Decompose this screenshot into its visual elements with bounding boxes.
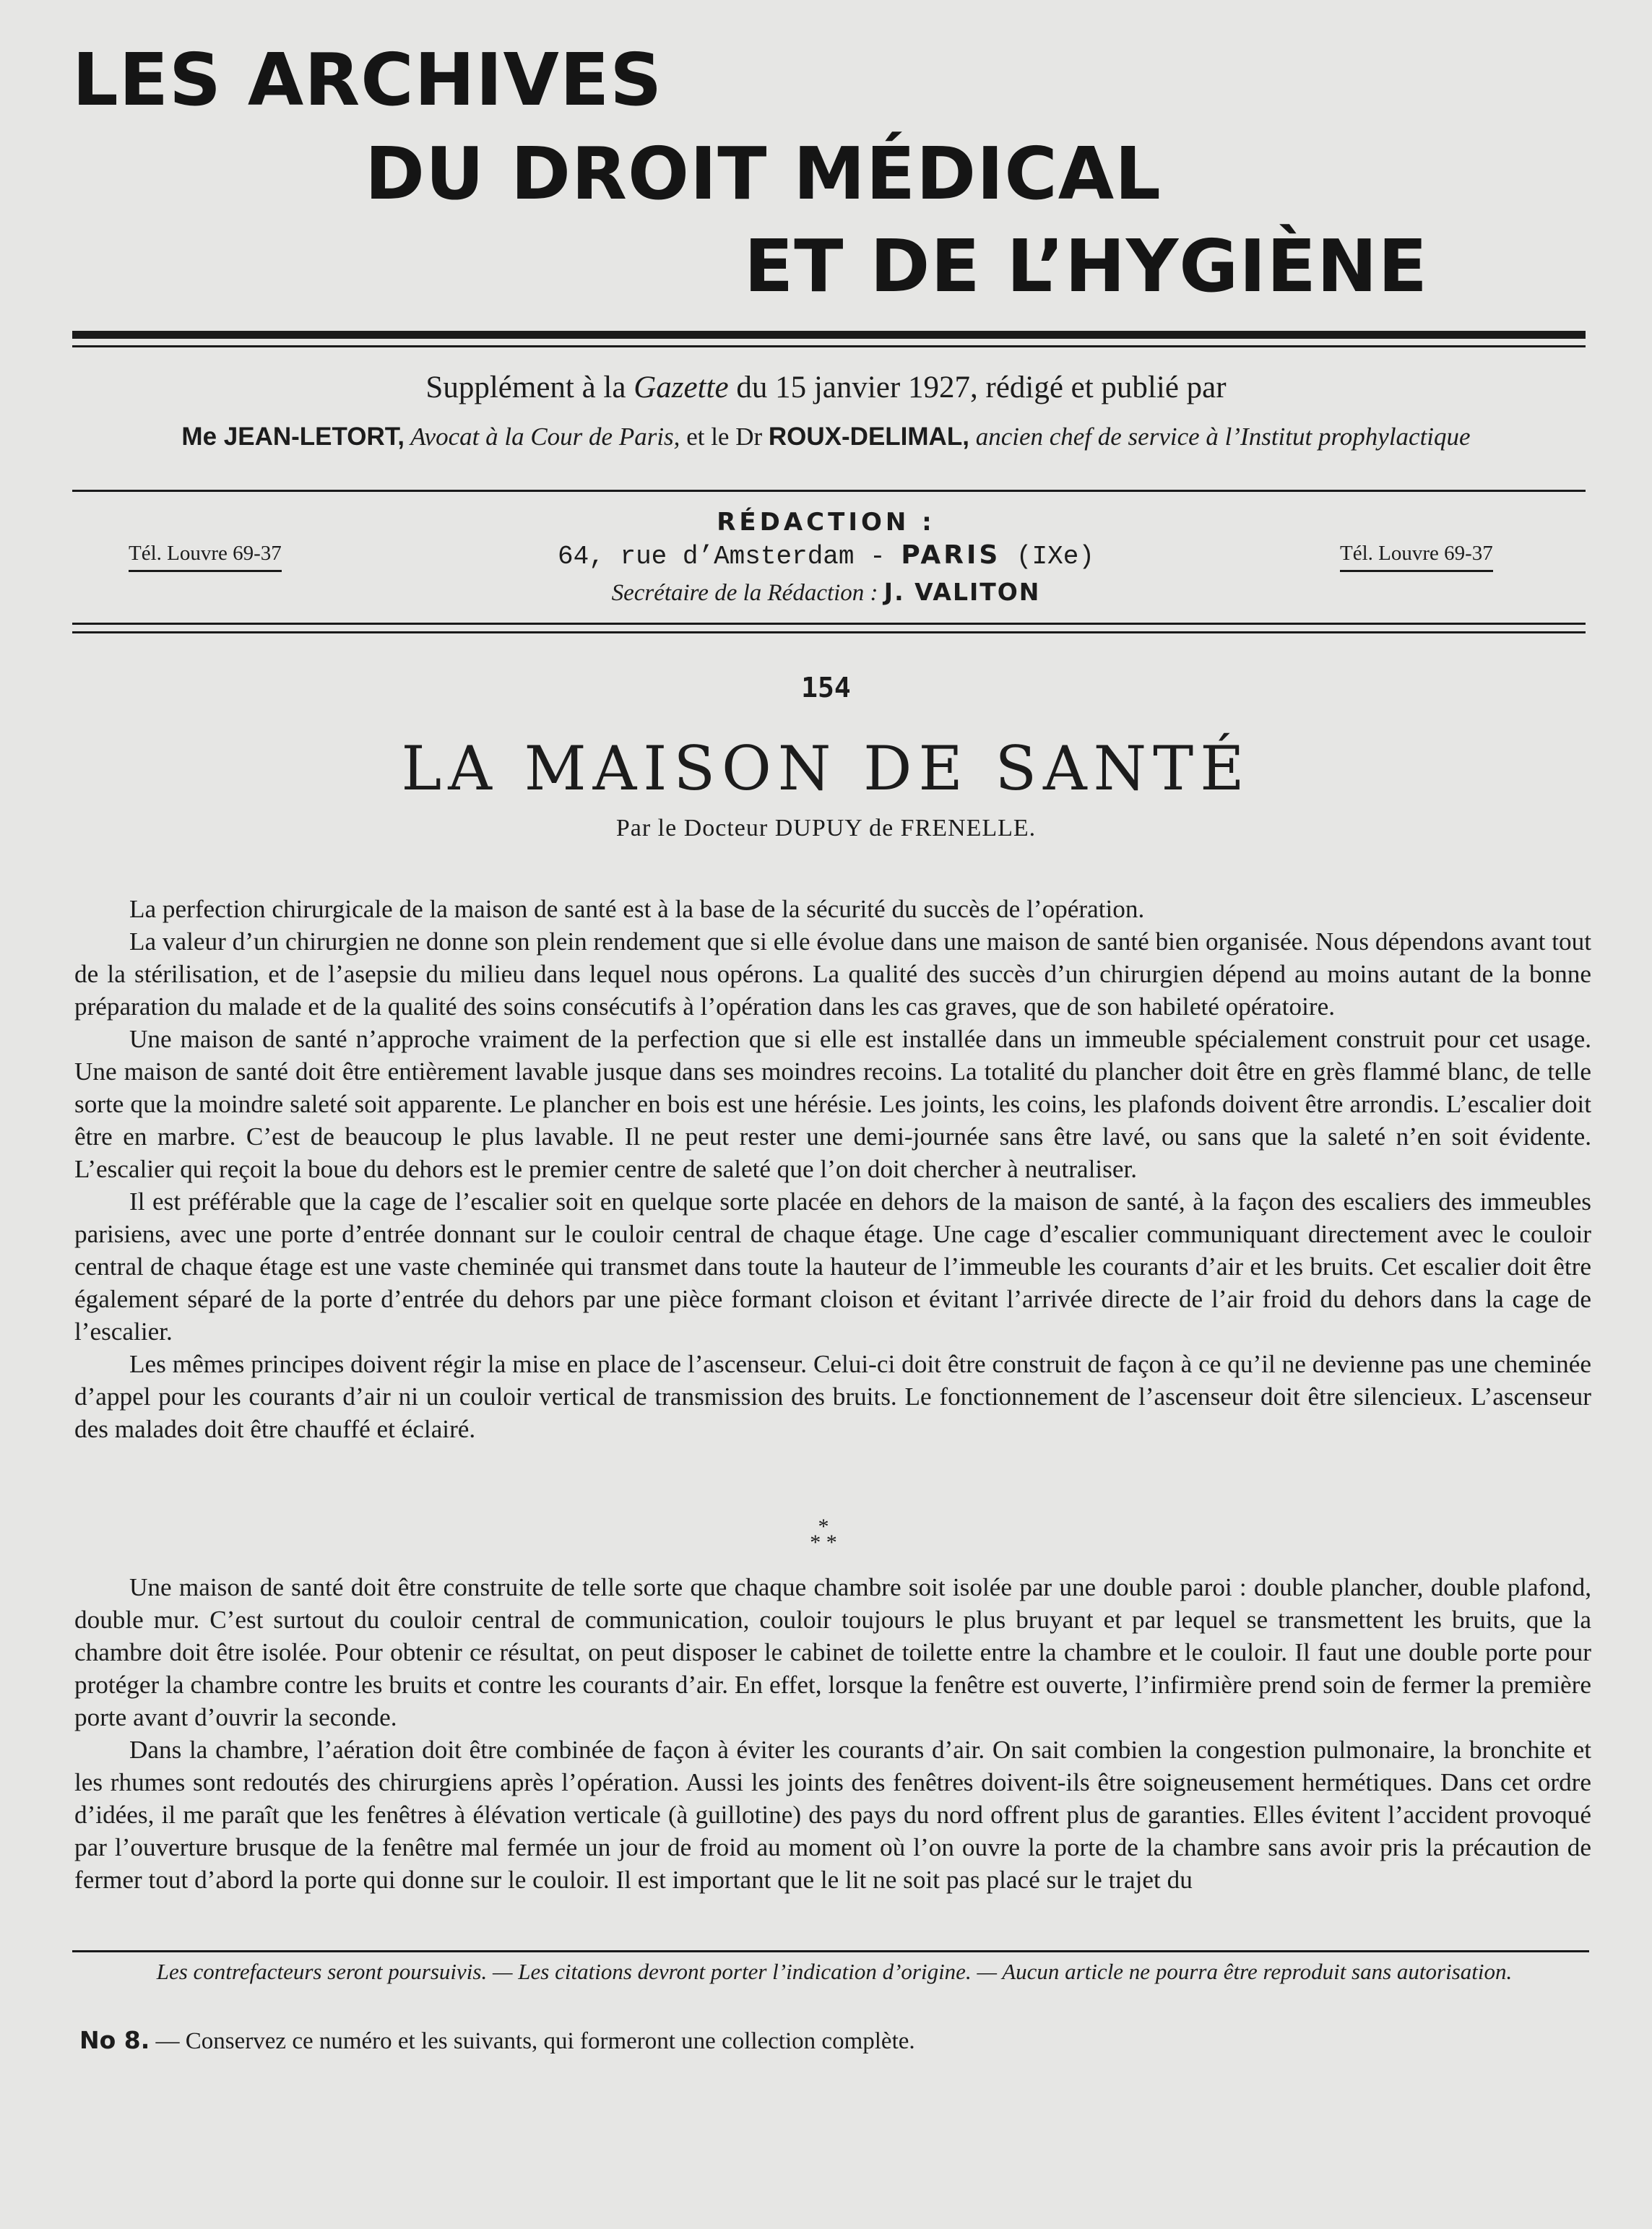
gazette-title: Gazette <box>633 371 729 404</box>
masthead-rule-thick <box>72 331 1586 339</box>
supplement-tail: du 15 janvier 1927, rédigé et publié par <box>728 371 1227 404</box>
editor-1-role: Avocat à la Cour de Paris, <box>405 423 680 451</box>
editor-1-prefix: Me <box>181 423 224 451</box>
editors-rule <box>72 490 1586 492</box>
article-title: LA MAISON DE SANTÉ <box>401 733 1251 804</box>
redaction-rule-1 <box>72 623 1586 625</box>
article-body-section-2 <box>74 1571 1591 1896</box>
issue-line <box>79 2026 915 2055</box>
paragraph: Les mêmes principes doivent régir la mise en place de l’ascenseur. Celui-ci doit être construit de façon à ce qu’il ne devienne pas une cheminée d’appel pour les courants d’air ni un couloir vertical de transmission des bruits. Le fonctionnement de l’ascenseur doit être silencieux. L’ascenseur des malades doit être chauffé et éclairé. <box>74 1350 1591 1443</box>
address-city: PARIS <box>901 540 1001 570</box>
copyright-notice: Les contrefacteurs seront poursuivis. — Les citations devront porter l’indication d’origine. — Aucun article ne pourra être reproduit sans autorisation. <box>156 1959 1513 1984</box>
article-byline: Par le Docteur DUPUY de FRENELLE. <box>615 815 1037 841</box>
supplement-line <box>0 370 1652 405</box>
supplement-lead: Supplément à la <box>425 371 634 404</box>
telephone-right: Tél. Louvre 69-37 <box>1340 542 1493 572</box>
redaction-rule-2 <box>72 631 1586 633</box>
editor-2-role: ancien chef de service à l’Institut prophylactique <box>969 423 1471 451</box>
redaction-label: RÉDACTION : <box>717 508 935 537</box>
editor-1-name: JEAN-LETORT, <box>223 423 405 451</box>
masthead-line-2: DU DROIT MÉDICAL <box>365 131 1162 216</box>
footer-rule <box>72 1950 1589 1952</box>
issue-text: — Conservez ce numéro et les suivants, qui formeront une collection complète. <box>150 2028 915 2054</box>
paragraph: La valeur d’un chirurgien ne donne son plein rendement que si elle évolue dans une maison de santé bien organisée. Nous dépendons avant tout de la stérilisation, et de l’asepsie du milieu dans lequel nous opérons. La qualité des succès d’un chirurgien dépend au moins autant de la bonne préparation du malade et de la qualité des soins consécutifs à l’opération dans les cas graves, que de son habileté opératoire. <box>74 927 1591 1021</box>
article-body-section-1 <box>74 893 1591 1445</box>
masthead-line-3: ET DE L’HYGIÈNE <box>744 224 1428 308</box>
telephone-left: Tél. Louvre 69-37 <box>129 542 282 572</box>
masthead-line-1: LES ARCHIVES <box>72 38 663 122</box>
secretary-name: J. VALITON <box>883 578 1041 606</box>
secretary-label: Secrétaire de la Rédaction : <box>611 580 884 606</box>
secretary-line <box>0 578 1652 607</box>
issue-number: No 8. <box>79 2026 150 2054</box>
paragraph: Dans la chambre, l’aération doit être combinée de façon à éviter les courants d’air. On sait combien la congestion pulmonaire, la bronchite et les rhumes sont redoutés des chirurgiens après l’opération. Aussi les joints des fenêtres doivent-ils être soigneusement hermétiques. Dans cet ordre d’idées, il me paraît que les fenêtres à élévation verticale (à guillotine) des pays du nord offrent plus de garanties. Elles évitent l’accident provoqué par l’ouverture brusque de la fenêtre mal fermée un jour de froid au moment où l’on ouvre la porte de la chambre sans avoir pris la précaution de fermer tout d’abord la porte qui donne sur le couloir. Il est important que le lit ne soit pas placé sur le trajet du <box>74 1736 1591 1894</box>
paragraph: La perfection chirurgicale de la maison de santé est à la base de la sécurité du succès de l’opération. <box>129 895 1145 923</box>
editors-conjunction: et le Dr <box>680 423 769 451</box>
paragraph: Il est préférable que la cage de l’escalier soit en quelque sorte placée en dehors de la maison de santé, à la façon des escaliers des immeubles parisiens, avec une porte d’entrée donnant sur le couloir central de chaque étage. Une cage d’escalier communiquant directement avec le couloir central de chaque étage est une vaste cheminée qui transmet dans toute la hauteur de l’immeuble les courants d’air et les bruits. Cet escalier doit être également séparé de la porte d’entrée du dehors par une pièce formant cloison et évitant l’arrivée directe de l’air froid du dehors dans la cage de l’escalier. <box>74 1187 1591 1346</box>
masthead-rule-thin <box>72 345 1586 347</box>
paragraph: Une maison de santé n’approche vraiment de la perfection que si elle est installée dans un immeuble spécialement construit pour cet usage. Une maison de santé doit être entièrement lavable jusque dans ses moindres recoins. La totalité du plancher doit être en grès flammé blanc, de telle sorte que la moindre saleté soit apparente. Le plancher en bois est une hérésie. Les joints, les coins, les plafonds doivent être arrondis. L’escalier doit être en marbre. C’est de beaucoup le plus lavable. Il ne peut rester une demi-journée sans être lavé, ou sans que la saleté n’en soit évidente. L’escalier qui reçoit la boue du dehors est le premier centre de saleté que l’on doit chercher à neutraliser. <box>74 1025 1591 1183</box>
paragraph: Une maison de santé doit être construite de telle sorte que chaque chambre soit isolée par une double paroi : double plancher, double plafond, double mur. C’est surtout du couloir central de communication, couloir toujours le plus bruyant et par lequel se transmettent les bruits, que la chambre doit être isolée. Pour obtenir ce résultat, on peut disposer le cabinet de toilette entre la chambre et le couloir. Il faut une double porte pour protéger la chambre contre les bruits et contre les courants d’air. En effet, lorsque la fenêtre est ouverte, l’infirmière prend soin de fermer la première porte avant d’ouvrir la seconde. <box>74 1573 1591 1731</box>
address-street: 64, rue d’Amsterdam - <box>558 542 901 571</box>
editors-line <box>0 423 1652 451</box>
article-number: 154 <box>801 672 851 704</box>
editor-2-name: ROUX-DELIMAL, <box>768 423 969 451</box>
section-separator-asterism: * * * <box>810 1515 837 1554</box>
address-district: (IXe) <box>1000 542 1094 571</box>
